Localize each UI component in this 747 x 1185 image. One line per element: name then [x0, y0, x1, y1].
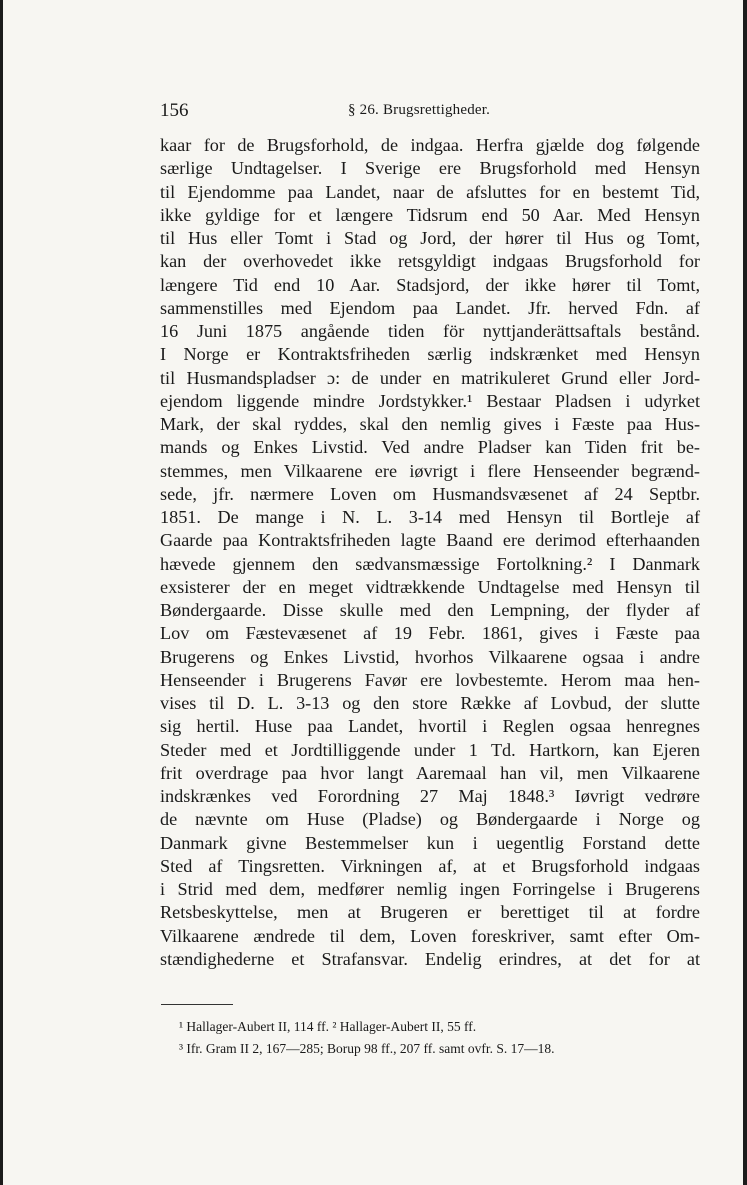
body-text: [160, 134, 700, 971]
text-line: indskrænkes ved Forordning 27 Maj 1848.³ Iøvrigt vedrøre: [160, 786, 700, 806]
text-line: Vilkaarene ændrede til dem, Loven foreskriver, samt efter Om-: [160, 925, 700, 946]
page-number: 156: [160, 100, 189, 121]
text-line: sede, jfr. nærmere Loven om Husmandsvæsenet af 24 Septbr.: [160, 483, 700, 504]
text-line: sig hertil. Huse paa Landet, hvortil i Reglen ogsaa henregnes: [160, 716, 700, 737]
text-line: Retsbeskyttelse, men at Brugeren er berettiget til at fordre: [160, 902, 700, 923]
text-line: til Ejendomme paa Landet, naar de afsluttes for en bestemt Tid,: [160, 181, 700, 202]
footnote-line: ¹ Hallager-Aubert II, 114 ff. ² Hallager-Aubert II, 55 ff.: [179, 1019, 477, 1034]
text-line: 1851. De mange i N. L. 3-14 med Hensyn til Bortleje af: [160, 507, 700, 527]
text-line: Bøndergaarde. Disse skulle med den Lempning, der flyder af: [160, 600, 700, 620]
text-line: sammenstilles med Ejendom paa Landet. Jfr. herved Fdn. af: [160, 297, 700, 318]
text-line: ejendom liggende mindre Jordstykker.¹ Bestaar Pladsen i udyrket: [160, 390, 700, 411]
text-line: de nævnte om Huse (Pladse) og Bøndergaarde i Norge og: [160, 809, 700, 830]
text-line: Gaarde paa Kontraktsfriheden lagte Baand ere derimod efterhaanden: [160, 530, 700, 551]
text-line: mands og Enkes Livstid. Ved andre Pladser kan Tiden frit be-: [160, 437, 700, 458]
text-line: vises til D. L. 3-13 og den store Række af Lovbud, der slutte: [160, 693, 700, 713]
text-line: I Norge er Kontraktsfriheden særlig indskrænket med Hensyn: [160, 344, 700, 365]
text-line: Sted af Tingsretten. Virkningen af, at et Brugsforhold indgaas: [160, 855, 700, 876]
text-line: Henseender i Brugerens Favør ere lovbestemte. Herom maa hen-: [160, 669, 700, 690]
text-line: exsisterer der en meget vidtrækkende Undtagelse med Hensyn til: [160, 576, 700, 597]
footnotes: [179, 1016, 699, 1060]
footnote-divider: [161, 1004, 233, 1005]
text-line: 16 Juni 1875 angående tiden för nyttjanderättsaftals bestånd.: [160, 321, 700, 341]
page-header: [160, 100, 700, 124]
text-line: kaar for de Brugsforhold, de indgaa. Herfra gjælde dog følgende: [160, 135, 700, 155]
text-line: til Hus eller Tomt i Stad og Jord, der hører til Hus og Tomt,: [160, 228, 700, 248]
text-line: hævede gjennem den sædvansmæssige Fortolkning.² I Danmark: [160, 553, 700, 574]
text-line: frit overdrage paa hvor langt Aaremaal han vil, men Vilkaarene: [160, 762, 700, 783]
text-line: kan der overhovedet ikke retsgyldigt indgaas Brugsforhold for: [160, 251, 700, 272]
text-line: særlige Undtagelser. I Sverige ere Brugsforhold med Hensyn: [160, 158, 700, 179]
text-line: Mark, der skal ryddes, skal den nemlig gives i Fæste paa Hus-: [160, 414, 700, 434]
text-line: ikke gyldige for et længere Tidsrum end 50 Aar. Med Hensyn: [160, 204, 700, 225]
footnote-line: ³ Ifr. Gram II 2, 167—285; Borup 98 ff., 207 ff. samt ovfr. S. 17—18.: [179, 1041, 555, 1056]
text-line: stemmes, men Vilkaarene ere iøvrigt i flere Henseender begrænd-: [160, 460, 700, 481]
text-line: Lov om Fæstevæsenet af 19 Febr. 1861, gives i Fæste paa: [160, 623, 700, 644]
running-head: § 26. Brugsrettigheder.: [348, 102, 491, 118]
book-page: [3, 0, 743, 1185]
text-line: længere Tid end 10 Aar. Stadsjord, der ikke hører til Tomt,: [160, 274, 700, 295]
text-line: i Strid med dem, medfører nemlig ingen Forringelse i Brugerens: [160, 879, 700, 899]
text-line: Steder med et Jordtilliggende under 1 Td. Hartkorn, kan Ejeren: [160, 739, 700, 760]
text-line: stændighederne et Strafansvar. Endelig erindres, at det for at: [160, 948, 700, 969]
text-line: til Husmandspladser ɔ: de under en matrikuleret Grund eller Jord-: [160, 367, 700, 388]
text-line: Danmark givne Bestemmelser kun i uegentlig Forstand dette: [160, 832, 700, 853]
text-line: Brugerens og Enkes Livstid, hvorhos Vilkaarene ogsaa i andre: [160, 646, 700, 667]
